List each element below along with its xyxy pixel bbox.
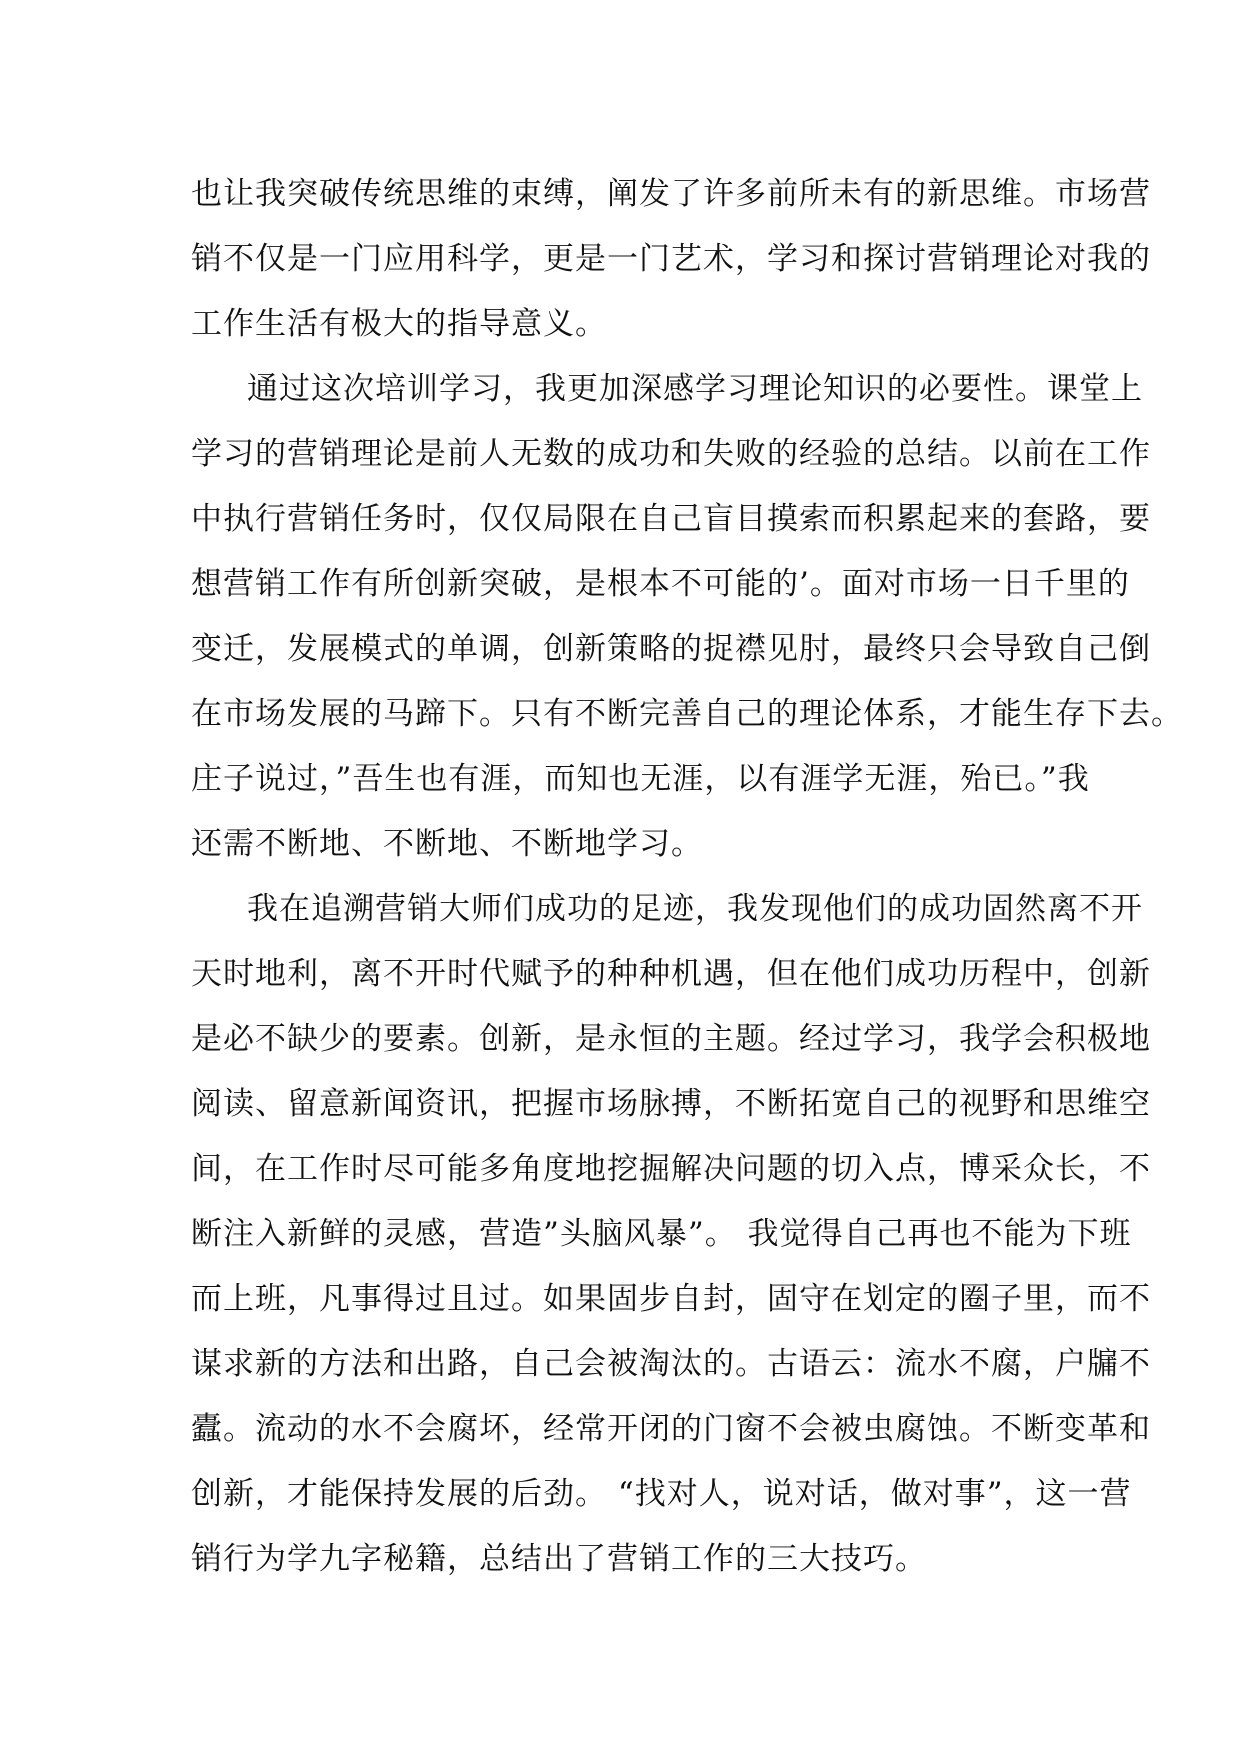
text-line: 间，在工作时尽可能多角度地挖掘解决问题的切入点，博采众长，不 (191, 1151, 1151, 1187)
text-line: 断注入新鲜的灵感，营造”头脑风暴”。 我觉得自己再也不能为下班 (191, 1216, 1132, 1252)
text-line: 也让我突破传统思维的束缚，阐发了许多前所未有的新思维。市场营 (191, 176, 1151, 212)
text-line: 中执行营销任务时，仅仅局限在自己盲目摸索而积累起来的套路，要 (191, 501, 1151, 537)
text-line: 销不仅是一门应用科学，更是一门艺术，学习和探讨营销理论对我的 (191, 241, 1151, 277)
text-line: 而上班，凡事得过且过。如果固步自封，固守在划定的圈子里，而不 (191, 1281, 1151, 1317)
text-line: 还需不断地、不断地、不断地学习。 (191, 826, 703, 862)
text-line: 是必不缺少的要素。创新，是永恒的主题。经过学习，我学会积极地 (191, 1021, 1151, 1057)
document-body (191, 162, 1183, 1592)
text-line: 谋求新的方法和出路，自己会被淘汰的。古语云：流水不腐，户牖不 (191, 1346, 1151, 1382)
text-line: 创新，才能保持发展的后劲。 “找对人，说对话，做对事”，这一营 (191, 1476, 1132, 1512)
text-line: 我在追溯营销大师们成功的足迹，我发现他们的成功固然离不开 (247, 891, 1143, 927)
text-line: 阅读、留意新闻资讯，把握市场脉搏，不断拓宽自己的视野和思维空 (191, 1086, 1151, 1122)
paragraph (191, 877, 1151, 1592)
text-line: 庄子说过，”吾生也有涯，而知也无涯，以有涯学无涯，殆已。”我 (191, 761, 1090, 797)
text-line: 天时地利，离不开时代赋予的种种机遇，但在他们成功历程中，创新 (191, 956, 1151, 992)
text-line: 销行为学九字秘籍，总结出了营销工作的三大技巧。 (191, 1541, 927, 1577)
text-line: 在市场发展的马蹄下。只有不断完善自己的理论体系，才能生存下去。 (191, 696, 1183, 732)
text-line: 变迁，发展模式的单调，创新策略的捉襟见肘，最终只会导致自己倒 (191, 631, 1151, 667)
text-line: 蠹。流动的水不会腐坏，经常开闭的门窗不会被虫腐蚀。不断变革和 (191, 1411, 1151, 1447)
paragraph (191, 162, 1151, 357)
text-line: 工作生活有极大的指导意义。 (191, 306, 607, 342)
text-line: 想营销工作有所创新突破，是根本不可能的’。面对市场一日千里的 (191, 566, 1130, 602)
paragraph (191, 357, 1183, 877)
text-line: 学习的营销理论是前人无数的成功和失败的经验的总结。以前在工作 (191, 436, 1151, 472)
text-line: 通过这次培训学习，我更加深感学习理论知识的必要性。课堂上 (247, 371, 1143, 407)
